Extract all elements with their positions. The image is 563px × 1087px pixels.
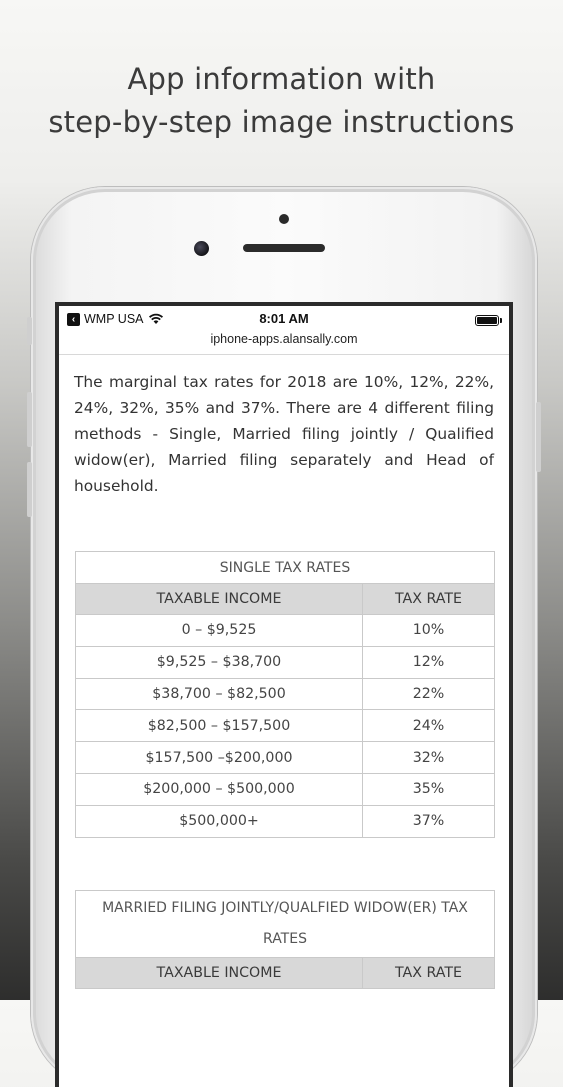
income-cell: $82,500 – $157,500 [76,710,363,742]
phone-frame [31,187,537,1087]
table-row [76,678,495,710]
header-taxable-income: TAXABLE INCOME [76,584,363,615]
table-row [76,773,495,805]
front-camera-icon [194,241,209,256]
page-content [59,355,509,989]
rate-cell: 24% [363,710,495,742]
marketing-headline [0,58,563,144]
rate-cell: 32% [363,742,495,774]
married-table-title: MARRIED FILING JOINTLY/QUALFIED WIDOW(ER) TAX RATES [76,890,495,957]
volume-up-button [27,392,32,447]
phone-screen [59,306,509,1087]
proximity-sensor [279,214,289,224]
header-tax-rate: TAX RATE [363,957,495,988]
married-jointly-tax-rates-table [75,890,495,989]
rate-cell: 10% [363,615,495,647]
table-row [76,615,495,647]
income-cell: $38,700 – $82,500 [76,678,363,710]
volume-down-button [27,462,32,517]
rate-cell: 37% [363,805,495,837]
income-cell: $200,000 – $500,000 [76,773,363,805]
header-taxable-income: TAXABLE INCOME [76,957,363,988]
battery-icon [475,315,499,326]
power-button [536,402,541,472]
married-table-header [76,957,495,988]
back-icon[interactable]: ‹ [67,313,80,326]
status-time: 8:01 AM [259,311,309,326]
single-table-header [76,584,495,615]
table-row [76,742,495,774]
table-row [76,710,495,742]
rate-cell: 35% [363,773,495,805]
income-cell: $157,500 –$200,000 [76,742,363,774]
header-tax-rate: TAX RATE [363,584,495,615]
table-row [76,646,495,678]
rate-cell: 12% [363,646,495,678]
url-bar[interactable]: iphone-apps.alansally.com [59,332,509,355]
headline-line-1: App information with [127,62,436,96]
intro-paragraph: The marginal tax rates for 2018 are 10%, 12%, 22%, 24%, 32%, 35% and 37%. There are 4 different filing methods - Single, Married filing jointly / Qualified widow(er), Married filing separately and Head of household. [74,373,494,495]
status-bar [59,306,509,332]
income-cell: $9,525 – $38,700 [76,646,363,678]
single-table-title: SINGLE TAX RATES [76,552,495,584]
table-row [76,805,495,837]
headline-line-2: step-by-step image instructions [48,105,515,139]
single-tax-rates-table [75,551,495,838]
income-cell: $500,000+ [76,805,363,837]
mute-switch [27,317,32,345]
rate-cell: 22% [363,678,495,710]
carrier-name: WMP USA [84,312,144,326]
earpiece-speaker [243,244,325,252]
income-cell: 0 – $9,525 [76,615,363,647]
